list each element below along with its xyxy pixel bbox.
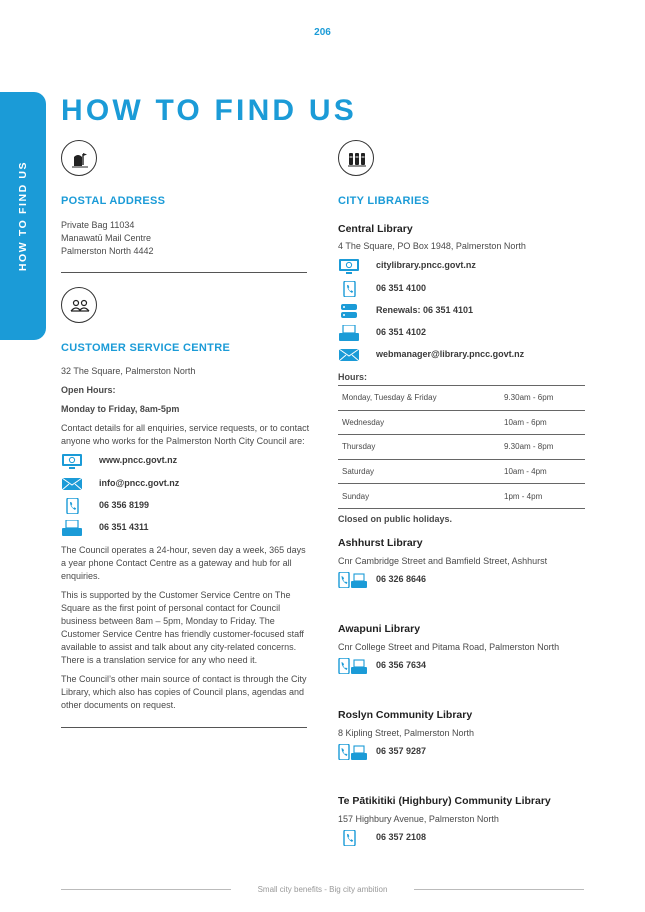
contact-phone[interactable] xyxy=(61,498,301,516)
phone-icon xyxy=(61,498,83,514)
hours-time: 9.30am - 8pm xyxy=(500,435,585,460)
table-row xyxy=(338,459,585,484)
contact-email[interactable] xyxy=(61,476,301,494)
paragraph-line: other documents on request. xyxy=(61,700,176,710)
divider xyxy=(61,272,307,273)
fax-icon xyxy=(61,520,83,536)
paragraph-line: available to assist and talk about any city-related concerns. xyxy=(61,642,297,652)
branch-phone[interactable] xyxy=(338,830,588,848)
table-row xyxy=(338,410,585,435)
contact-phone-text: 06 356 8199 xyxy=(99,500,150,510)
library-renewals-text: Renewals: 06 351 4101 xyxy=(376,305,474,315)
branch-name: Awapuni Library xyxy=(338,623,421,635)
branch-phone-text: 06 356 7634 xyxy=(376,660,427,670)
paragraph-line: This is supported by the Customer Service Centre on The xyxy=(61,590,291,600)
customer-service-heading: CUSTOMER SERVICE CENTRE xyxy=(61,342,231,354)
paragraph-line: Customer Service Centre has friendly customer-focused staff xyxy=(61,629,304,639)
central-library-address: 4 The Square, PO Box 1948, Palmerston North xyxy=(338,241,526,251)
postal-line: Private Bag 11034 xyxy=(61,220,135,230)
hours-label: Hours: xyxy=(338,372,367,382)
library-web-text: citylibrary.pncc.govt.nz xyxy=(376,260,476,270)
library-email-text: webmanager@library.pncc.govt.nz xyxy=(376,349,525,359)
city-libraries-heading: CITY LIBRARIES xyxy=(338,195,430,207)
paragraph-line: Library, which also has copies of Council plans, agendas and xyxy=(61,687,304,697)
central-library-name: Central Library xyxy=(338,223,413,235)
library-contact-web[interactable] xyxy=(338,258,588,276)
page-title: HOW TO FIND US xyxy=(61,94,357,127)
contact-fax[interactable] xyxy=(61,520,301,538)
people-icon xyxy=(61,287,97,323)
customer-address: 32 The Square, Palmerston North xyxy=(61,366,196,376)
contact-intro: Contact details for all enquiries, service requests, or to contact xyxy=(61,423,310,433)
footer-tagline: Small city benefits - Big city ambition xyxy=(257,885,388,894)
branch-address: 8 Kipling Street, Palmerston North xyxy=(338,728,475,738)
web-icon xyxy=(338,258,360,274)
open-hours-value: Monday to Friday, 8am-5pm xyxy=(61,404,180,414)
paragraph-line: The Council operates a 24-hour, seven day a week, 365 days xyxy=(61,545,306,555)
email-icon xyxy=(61,476,83,492)
contact-intro: anyone who works for the Palmerston North City Council are: xyxy=(61,436,305,446)
branch-phone-text: 06 357 2108 xyxy=(376,832,427,842)
paragraph-line: a year phone Contact Centre as a gateway and hub for all xyxy=(61,558,292,568)
library-contact-renewals[interactable] xyxy=(338,303,588,321)
phone-fax-icon xyxy=(338,572,368,588)
branch-phone[interactable] xyxy=(338,572,588,590)
table-row xyxy=(338,386,585,411)
postal-address-heading: POSTAL ADDRESS xyxy=(61,195,166,207)
open-hours-label: Open Hours: xyxy=(61,385,116,395)
paragraph-line: Square as the first point of personal contact for Council xyxy=(61,603,281,613)
phone-icon xyxy=(338,281,360,297)
hours-time: 9.30am - 6pm xyxy=(500,386,585,411)
hours-days: Monday, Tuesday & Friday xyxy=(338,386,500,411)
phone-fax-icon xyxy=(338,744,368,760)
paragraph-line: The Council’s other main source of contact is through the City xyxy=(61,674,307,684)
library-contact-fax[interactable] xyxy=(338,325,588,343)
library-contact-phone[interactable] xyxy=(338,281,588,299)
books-icon xyxy=(338,140,374,176)
table-row xyxy=(338,484,585,509)
branch-phone-text: 06 357 9287 xyxy=(376,746,427,756)
library-contact-email[interactable] xyxy=(338,347,588,365)
library-fax-text: 06 351 4102 xyxy=(376,327,427,337)
postal-line: Palmerston North 4442 xyxy=(61,246,154,256)
hours-days: Saturday xyxy=(338,459,500,484)
hours-time: 10am - 6pm xyxy=(500,410,585,435)
mailbox-icon xyxy=(61,140,97,176)
phone-fax-icon xyxy=(338,658,368,674)
hours-table xyxy=(338,385,585,509)
branch-phone-text: 06 326 8646 xyxy=(376,574,427,584)
contact-fax-text: 06 351 4311 xyxy=(99,522,149,532)
contact-web-text: www.pncc.govt.nz xyxy=(99,455,178,465)
hours-days: Sunday xyxy=(338,484,500,509)
renewals-icon xyxy=(338,303,360,319)
postal-line: Manawatū Mail Centre xyxy=(61,233,152,243)
contact-web[interactable] xyxy=(61,453,301,471)
web-icon xyxy=(61,453,83,469)
paragraph-line: business between 8am – 5pm, Monday to Friday. The xyxy=(61,616,275,626)
paragraph-line: enquiries. xyxy=(61,571,101,581)
page-number: 206 xyxy=(314,27,331,38)
side-tab xyxy=(0,92,46,340)
email-icon xyxy=(338,347,360,363)
branch-name: Ashhurst Library xyxy=(338,537,423,549)
closed-note: Closed on public holidays. xyxy=(338,514,453,524)
paragraph-line: There is a translation service for any who need it. xyxy=(61,655,258,665)
branch-address: Cnr College Street and Pitama Road, Palmerston North xyxy=(338,642,560,652)
phone-icon xyxy=(338,830,360,846)
branch-address: 157 Highbury Avenue, Palmerston North xyxy=(338,814,499,824)
hours-time: 1pm - 4pm xyxy=(500,484,585,509)
branch-name: Roslyn Community Library xyxy=(338,709,473,721)
divider xyxy=(61,727,307,728)
side-tab-label: HOW TO FIND US xyxy=(17,160,29,272)
hours-days: Wednesday xyxy=(338,410,500,435)
branch-address: Cnr Cambridge Street and Bamfield Street, Ashhurst xyxy=(338,556,548,566)
hours-time: 10am - 4pm xyxy=(500,459,585,484)
branch-name: Te Pātikitiki (Highbury) Community Library xyxy=(338,795,551,807)
branch-phone[interactable] xyxy=(338,744,588,762)
branch-phone[interactable] xyxy=(338,658,588,676)
fax-icon xyxy=(338,325,360,341)
library-phone-text: 06 351 4100 xyxy=(376,283,427,293)
footer-divider-right xyxy=(414,889,584,890)
contact-email-text: info@pncc.govt.nz xyxy=(99,478,180,488)
table-row xyxy=(338,435,585,460)
hours-days: Thursday xyxy=(338,435,500,460)
